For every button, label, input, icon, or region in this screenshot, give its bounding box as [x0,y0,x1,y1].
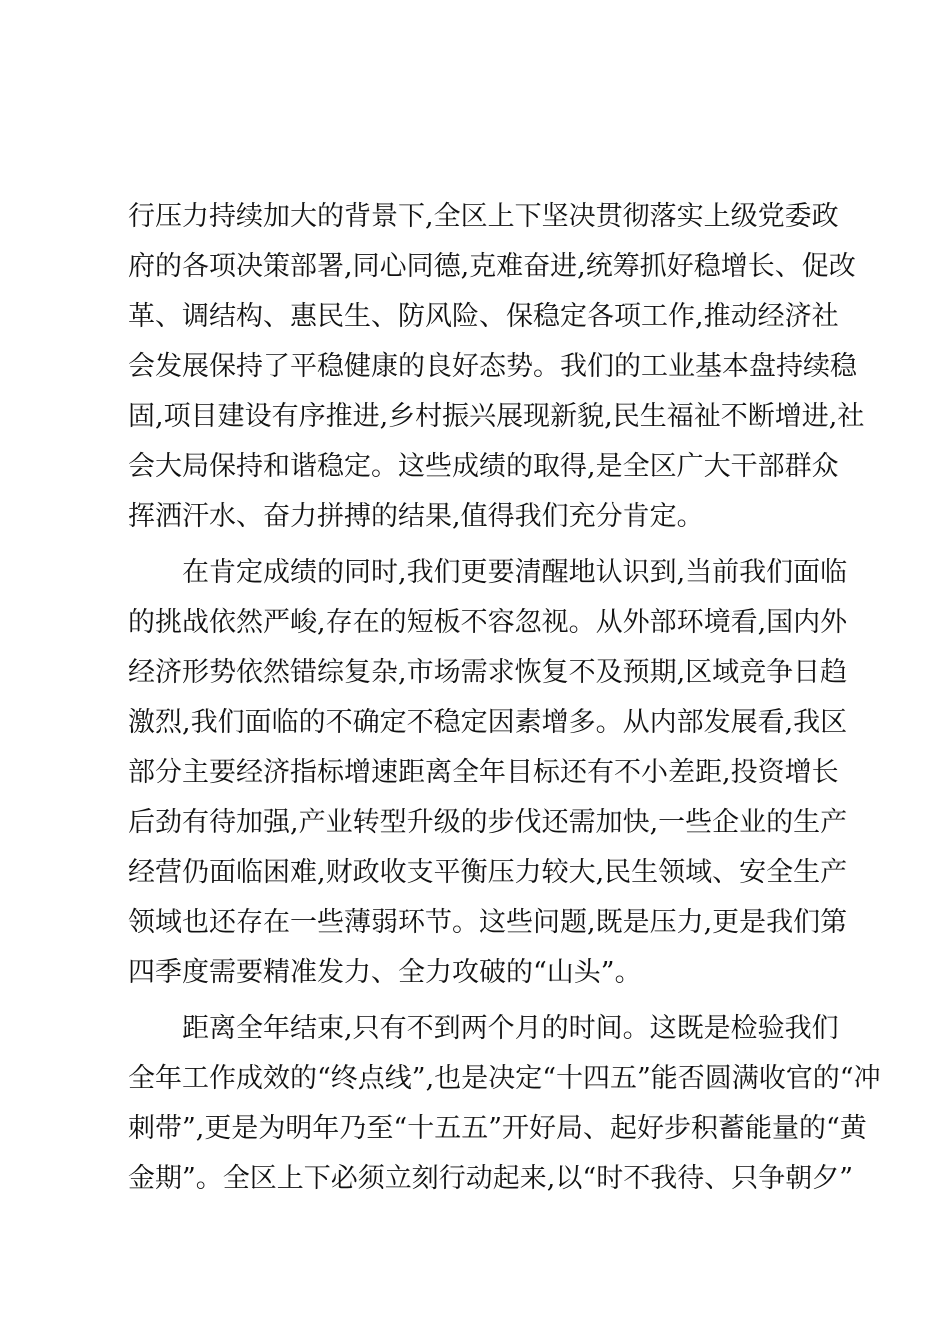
text-line: 固,项目建设有序推进,乡村振兴展现新貌,民生福祉不断增进,社 [128,401,865,432]
text-line: 四季度需要精准发力、全力攻破的“山头”。 [128,957,642,988]
text-line: 刺带”,更是为明年乃至“十五五”开好局、起好步积蓄能量的“黄 [128,1113,867,1144]
text-line: 领域也还存在一些薄弱环节。这些问题,既是压力,更是我们第 [128,907,848,938]
text-line: 会大局保持和谐稳定。这些成绩的取得,是全区广大干部群众 [128,451,839,482]
text-line: 会发展保持了平稳健康的良好态势。我们的工业基本盘持续稳 [128,351,857,382]
text-line: 全年工作成效的“终点线”,也是决定“十四五”能否圆满收官的“冲 [128,1063,881,1094]
text-line: 距离全年结束,只有不到两个月的时间。这既是检验我们 [182,1013,839,1044]
text-line: 部分主要经济指标增速距离全年目标还有不小差距,投资增长 [128,757,839,788]
paragraph-2 [128,548,848,998]
text-line: 挥洒汗水、奋力拼搏的结果,值得我们充分肯定。 [128,501,704,532]
text-line: 经济形势依然错综复杂,市场需求恢复不及预期,区域竞争日趋 [128,657,848,688]
text-line: 经营仍面临困难,财政收支平衡压力较大,民生领域、安全生产 [128,857,848,888]
text-line: 的挑战依然严峻,存在的短板不容忽视。从外部环境看,国内外 [128,607,848,638]
text-line: 后劲有待加强,产业转型升级的步伐还需加快,一些企业的生产 [128,807,848,838]
text-line: 金期”。全区上下必须立刻行动起来,以“时不我待、只争朝夕” [128,1163,853,1194]
text-line: 激烈,我们面临的不确定不稳定因素增多。从内部发展看,我区 [128,707,848,738]
body-text [128,192,881,1204]
paragraph-1 [128,192,865,542]
text-line: 革、调结构、惠民生、防风险、保稳定各项工作,推动经济社 [128,301,839,332]
text-line: 府的各项决策部署,同心同德,克难奋进,统筹抓好稳增长、促改 [128,251,856,282]
text-line: 在肯定成绩的同时,我们更要清醒地认识到,当前我们面临 [182,557,848,588]
paragraph-3 [128,1004,881,1204]
text-line: 行压力持续加大的背景下,全区上下坚决贯彻落实上级党委政 [128,201,839,232]
